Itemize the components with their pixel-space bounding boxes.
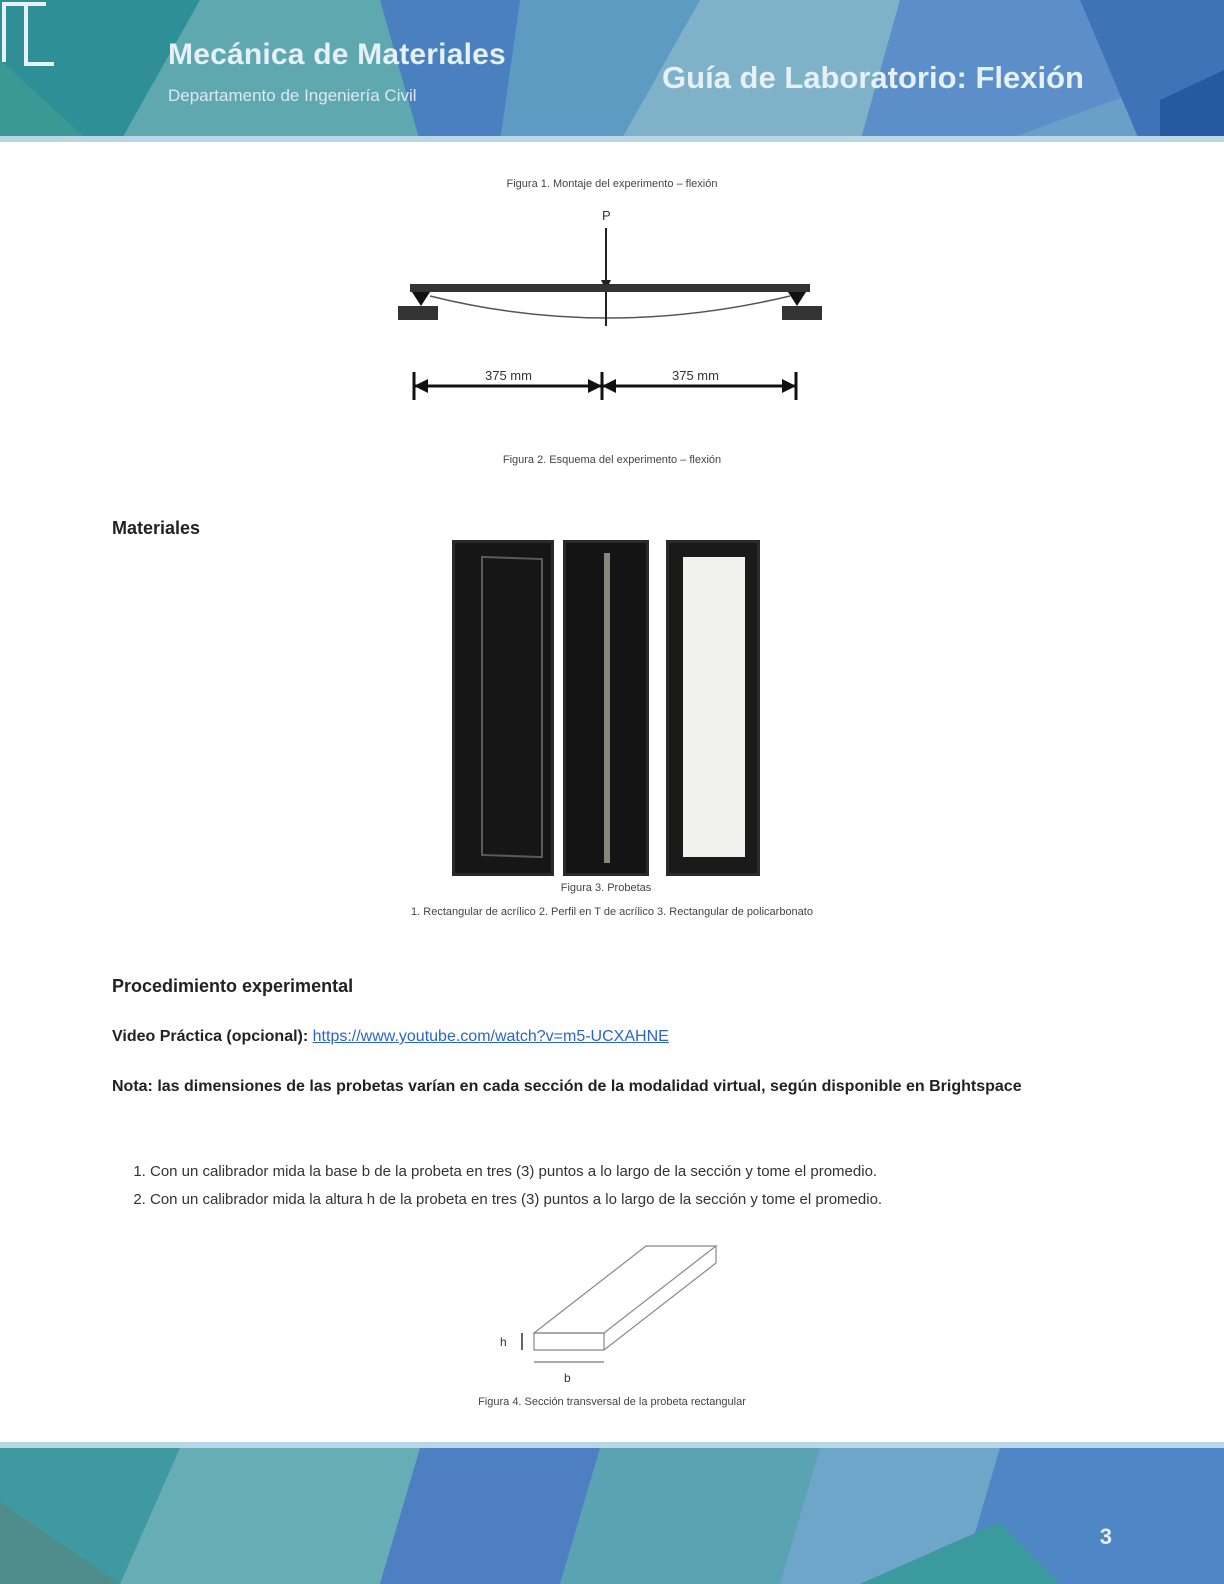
specimen-photo-1	[452, 540, 554, 876]
department-subtitle: Departamento de Ingeniería Civil	[168, 86, 417, 105]
page-number: 3	[1099, 1524, 1112, 1549]
height-label: h	[500, 1335, 507, 1349]
deflected-shape	[430, 296, 790, 318]
figure-3-caption-line1: Figura 3. Probetas	[560, 882, 652, 894]
specimen-sketch	[494, 1238, 734, 1388]
dim-left-label: 375 mm	[485, 368, 532, 383]
video-link[interactable]: https://www.youtube.com/watch?v=m5-UCXAHNE	[312, 1028, 669, 1045]
page-footer	[0, 1442, 1224, 1584]
footer-background	[0, 1442, 1224, 1584]
specimen-photo-3	[666, 540, 760, 876]
video-label: Video Práctica (opcional):	[112, 1028, 309, 1045]
course-title: Mecánica de Materiales	[168, 38, 506, 71]
video-line	[112, 1028, 669, 1046]
dim-right-label: 375 mm	[672, 368, 719, 383]
step-item: 2. Con un calibrador mida la altura h de la probeta en tres (3) puntos a lo largo de la sección y tome el promedio.	[150, 1186, 1140, 1214]
figure-3-caption-line2: 1. Rectangular de acrílico 2. Perfil en T de acrílico 3. Rectangular de policarbonato	[411, 906, 813, 918]
step-item: 1. Con un calibrador mida la base b de la probeta en tres (3) puntos a lo largo de la sección y tome el promedio.	[150, 1158, 1140, 1186]
load-label: P	[602, 208, 611, 223]
beam	[410, 284, 810, 292]
logo-icon	[0, 0, 60, 68]
dimension-line	[400, 366, 820, 406]
note-text: Nota: las dimensiones de las probetas varían en cada sección de la modalidad virtual, según disponible en Brightspace	[112, 1078, 1022, 1095]
guide-title: Guía de Laboratorio: Flexión	[662, 60, 1084, 95]
beam-diagram	[390, 200, 830, 340]
right-support	[788, 292, 806, 306]
figure-1-caption: Figura 1. Montaje del experimento – flexión	[506, 178, 718, 190]
base-label: b	[564, 1371, 571, 1385]
procedure-steps	[112, 1158, 1140, 1214]
procedure-heading: Procedimiento experimental	[112, 976, 354, 996]
figure-2-caption: Figura 2. Esquema del experimento – flexión	[502, 454, 722, 466]
page-header	[0, 0, 1224, 142]
figure-4-caption: Figura 4. Sección transversal de la probeta rectangular	[478, 1396, 746, 1408]
specimen-photo-2	[563, 540, 649, 876]
materials-heading: Materiales	[112, 518, 201, 538]
left-support	[412, 292, 430, 306]
